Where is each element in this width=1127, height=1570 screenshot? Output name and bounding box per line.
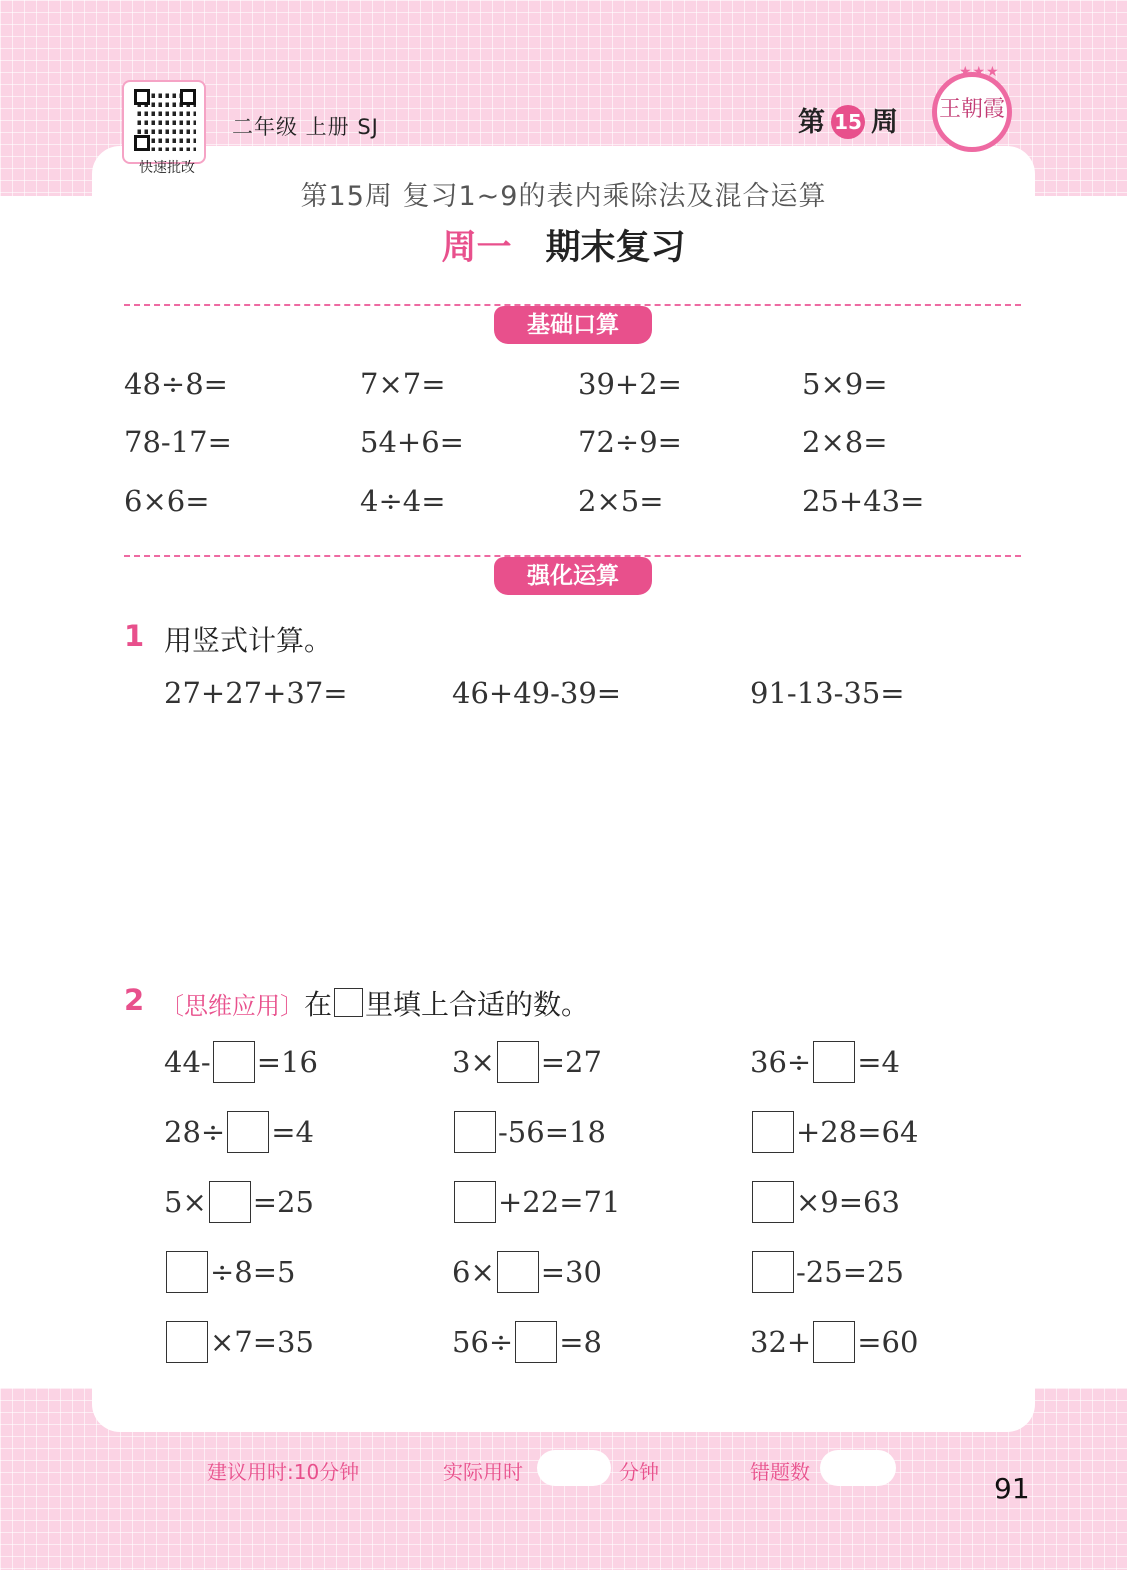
fill-in-expression (164, 1321, 314, 1363)
title-topic: 期末复习 (545, 228, 686, 268)
answer-box[interactable] (752, 1111, 794, 1153)
section-tag-basic: 基础口算 (494, 306, 652, 344)
fill-in-expression (452, 1321, 602, 1363)
grade-label: 二年级 上册 SJ (232, 115, 379, 139)
actual-time-input[interactable] (537, 1450, 611, 1486)
expr-prefix: 6× (452, 1255, 495, 1289)
qr-finder (180, 89, 196, 105)
expr-prefix: 28÷ (164, 1115, 226, 1149)
answer-box[interactable] (497, 1251, 539, 1293)
answer-box[interactable] (209, 1181, 251, 1223)
oral-expression: 54+6= (360, 425, 464, 459)
expr-suffix: ×7=35 (210, 1325, 314, 1359)
answer-box[interactable] (213, 1041, 255, 1083)
fill-in-expression (750, 1111, 918, 1153)
answer-box[interactable] (752, 1251, 794, 1293)
fill-in-expression (750, 1321, 918, 1363)
expr-suffix: +28=64 (796, 1115, 919, 1149)
qr-code[interactable] (122, 80, 206, 164)
week-subtitle: 第15周 复习1~9的表内乘除法及混合运算 (300, 181, 827, 212)
expr-prefix: 32+ (750, 1325, 812, 1359)
fill-in-expression (750, 1041, 900, 1083)
expr-prefix: 56÷ (452, 1325, 514, 1359)
fill-in-expression (452, 1251, 602, 1293)
vertical-calc-expression: 91-13-35= (750, 676, 905, 710)
fill-in-expression (164, 1041, 318, 1083)
expr-suffix: +22=71 (498, 1185, 621, 1219)
fill-in-expression (452, 1111, 606, 1153)
errors-label: 错题数 (750, 1460, 810, 1484)
title-day: 周一 (441, 228, 512, 268)
expr-suffix: -25=25 (796, 1255, 904, 1289)
oral-expression: 5×9= (802, 367, 888, 401)
expr-prefix: 36÷ (750, 1045, 812, 1079)
oral-expression: 25+43= (802, 484, 925, 518)
oral-expression: 2×8= (802, 425, 888, 459)
expr-suffix: =4 (857, 1045, 900, 1079)
oral-expression: 2×5= (578, 484, 664, 518)
answer-box[interactable] (813, 1041, 855, 1083)
oral-expression: 7×7= (360, 367, 446, 401)
star-icon: ★★★ (959, 64, 1000, 80)
section-tag-practice: 强化运算 (494, 557, 652, 595)
question-text-part: 里填上合适的数。 (365, 988, 590, 1021)
expr-suffix: =60 (857, 1325, 919, 1359)
expr-suffix: ÷8=5 (210, 1255, 296, 1289)
week-suffix: 周 (871, 107, 898, 138)
answer-box[interactable] (813, 1321, 855, 1363)
oral-expression: 6×6= (124, 484, 210, 518)
brand-logo (932, 64, 1012, 152)
oral-expression: 72÷9= (578, 425, 682, 459)
fill-in-expression (164, 1181, 314, 1223)
box-icon (334, 988, 363, 1017)
expr-suffix: =27 (540, 1045, 602, 1079)
expr-suffix: -56=18 (498, 1115, 606, 1149)
expr-suffix: =8 (559, 1325, 602, 1359)
suggested-time: 建议用时:10分钟 (207, 1460, 360, 1484)
question-tag: 〔思维应用〕 (160, 992, 304, 1020)
fill-in-expression (452, 1181, 620, 1223)
oral-expression: 48÷8= (124, 367, 228, 401)
fill-in-expression (750, 1181, 900, 1223)
fill-in-expression (164, 1111, 314, 1153)
question-text (160, 983, 589, 1023)
expr-suffix: =4 (271, 1115, 314, 1149)
oral-expression: 78-17= (124, 425, 232, 459)
page-number: 91 (994, 1472, 1030, 1505)
vertical-calc-expression: 27+27+37= (164, 676, 348, 710)
answer-box[interactable] (166, 1321, 208, 1363)
week-prefix: 第 (798, 107, 825, 138)
answer-box[interactable] (166, 1251, 208, 1293)
question-text-part: 在 (304, 988, 333, 1021)
question-number: 2 (124, 983, 145, 1017)
actual-time-label: 实际用时 (443, 1460, 523, 1484)
page-title (0, 220, 1127, 270)
expr-suffix: =25 (252, 1185, 314, 1219)
fill-in-expression (750, 1251, 904, 1293)
oral-expression: 4÷4= (360, 484, 446, 518)
vertical-calc-expression: 46+49-39= (452, 676, 622, 710)
qr-finder (134, 135, 150, 151)
answer-box[interactable] (515, 1321, 557, 1363)
expr-prefix: 3× (452, 1045, 495, 1079)
question-number: 1 (124, 619, 145, 653)
fill-in-expression (452, 1041, 602, 1083)
answer-box[interactable] (454, 1111, 496, 1153)
errors-count-input[interactable] (820, 1450, 896, 1486)
expr-suffix: =16 (256, 1045, 318, 1079)
oral-expression: 39+2= (578, 367, 682, 401)
question-text: 用竖式计算。 (164, 624, 333, 657)
fill-in-expression (164, 1251, 296, 1293)
expr-suffix: ×9=63 (796, 1185, 900, 1219)
qr-finder (134, 89, 150, 105)
answer-box[interactable] (227, 1111, 269, 1153)
expr-prefix: 5× (164, 1185, 207, 1219)
week-number-badge: 15 (831, 105, 865, 139)
brand-logo-text: 王朝霞 (938, 97, 1005, 122)
expr-prefix: 44- (164, 1045, 211, 1079)
minutes-unit: 分钟 (619, 1460, 659, 1484)
answer-box[interactable] (497, 1041, 539, 1083)
answer-box[interactable] (454, 1181, 496, 1223)
qr-caption: 快速批改 (139, 160, 195, 176)
answer-box[interactable] (752, 1181, 794, 1223)
week-label (798, 100, 898, 139)
expr-suffix: =30 (540, 1255, 602, 1289)
